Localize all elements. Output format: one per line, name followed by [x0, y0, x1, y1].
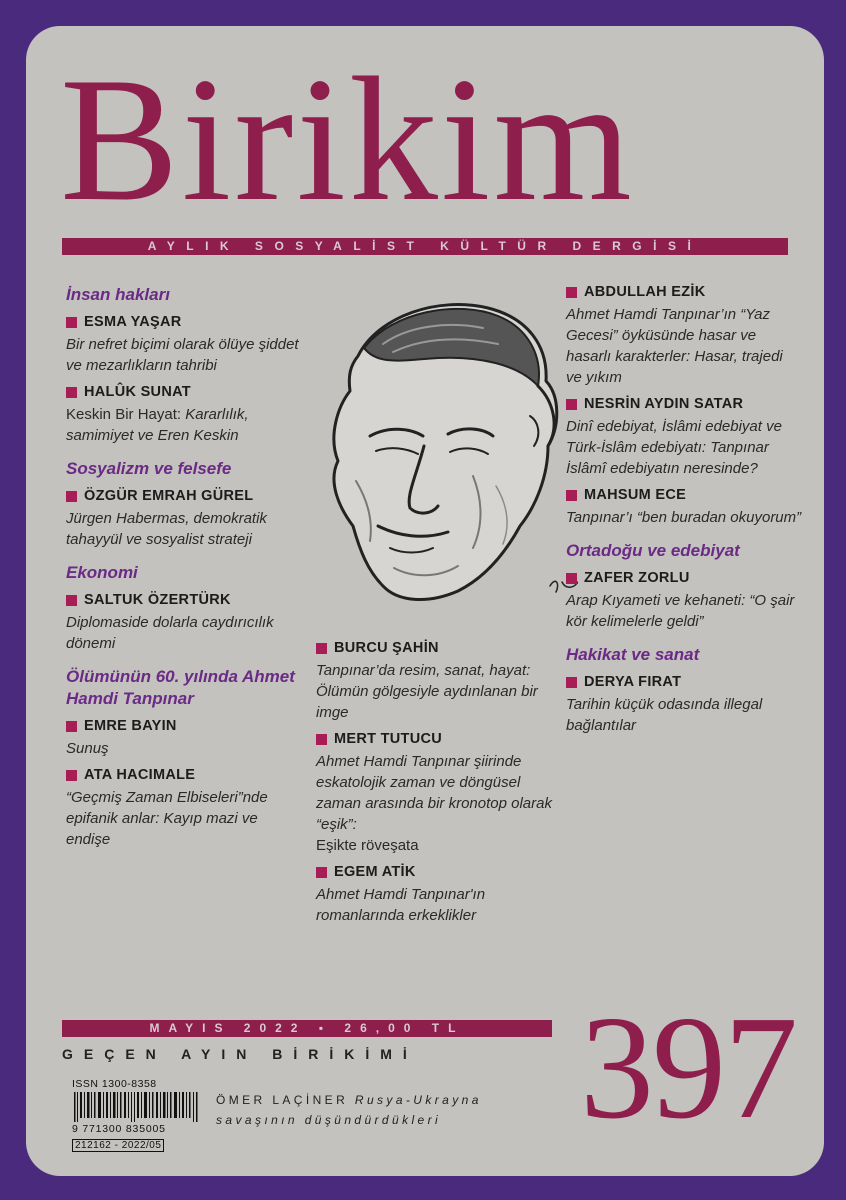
article-title: Diplomaside dolarla caydırıcılık dönemi: [66, 614, 274, 652]
bullet-square-icon: [566, 287, 577, 298]
article-title: “Geçmiş Zaman Elbiseleri”nde epifanik anlar: Kayıp mazi ve endişe: [66, 789, 268, 848]
article-title: Tanpınar’ı “ben buradan okuyorum”: [566, 509, 802, 526]
issn-label: ISSN 1300-8358: [72, 1078, 157, 1090]
article-author: ESMA YAŞAR: [66, 314, 306, 330]
article-author: ABDULLAH EZİK: [566, 284, 802, 300]
bullet-square-icon: [66, 317, 77, 328]
section-heading: Ortadoğu ve edebiyat: [566, 541, 740, 560]
article-author: NESRİN AYDIN SATAR: [566, 396, 802, 412]
bullet-square-icon: [66, 721, 77, 732]
bullet-square-icon: [66, 491, 77, 502]
masthead-logo: Birikim: [60, 40, 635, 238]
section-heading: Ölümünün 60. yılında Ahmet Hamdi Tanpınar: [66, 667, 295, 708]
portrait-caricature: [298, 286, 578, 606]
bullet-square-icon: [66, 595, 77, 606]
article-author: ATA HACIMALE: [66, 767, 306, 783]
bullet-square-icon: [566, 573, 577, 584]
article-author: MAHSUM ECE: [566, 487, 802, 503]
article-title: Tanpınar’da resim, sanat, hayat: Ölümün gölgesiyle aydınlanan bir imge: [316, 662, 538, 721]
article-title: Jürgen Habermas, demokratik tahayyül ve sosyalist strateji: [66, 510, 267, 548]
article-title: Ahmet Hamdi Tanpınar'ın romanlarında erkeklikler: [316, 886, 486, 924]
article-title: Arap Kıyameti ve kehaneti: “O şair kör kelimelerle geldi”: [566, 592, 795, 630]
article-title: Sunuş: [66, 740, 109, 757]
bullet-square-icon: [66, 770, 77, 781]
article-author: ÖZGÜR EMRAH GÜREL: [66, 488, 306, 504]
section-heading: Hakikat ve sanat: [566, 645, 700, 664]
middle-column: [316, 640, 556, 930]
left-column: [66, 284, 306, 854]
article-title: Tarihin küçük odasında illegal bağlantılar: [566, 696, 763, 734]
article-title: Ahmet Hamdi Tanpınar şiirinde eskatolojik zaman ve döngüsel zaman arasında bir kronotop olarak “eşik”: Eşikte röveşata: [316, 753, 552, 854]
article-title: Ahmet Hamdi Tanpınar’ın “Yaz Gecesi” öyküsünde hasar ve hasarlı karakterler: Hasar, trajedi ve yıkım: [566, 306, 783, 386]
article-title: Keskin Bir Hayat: Kararlılık, samimiyet ve Eren Keskin: [66, 406, 249, 444]
section-heading: Ekonomi: [66, 563, 138, 582]
right-column: [566, 284, 802, 740]
article-author: EGEM ATİK: [316, 864, 556, 880]
article-author: BURCU ŞAHİN: [316, 640, 556, 656]
article-title: Dinî edebiyat, İslâmi edebiyat ve Türk-İslâm edebiyatı: Tanpınar İslâmî edebiyatın neresinde?: [566, 418, 782, 477]
bullet-square-icon: [566, 399, 577, 410]
previous-month-label: GEÇEN AYIN BİRİKİMİ: [62, 1046, 418, 1062]
barcode-code: 212162 - 2022/05: [72, 1139, 164, 1152]
article-author: MERT TUTUCU: [316, 731, 556, 747]
bullet-square-icon: [66, 387, 77, 398]
barcode-number: 9 771300 835005: [72, 1123, 166, 1135]
issue-number: 397: [580, 986, 796, 1150]
article-author: ZAFER ZORLU: [566, 570, 802, 586]
section-heading: Sosyalizm ve felsefe: [66, 459, 232, 478]
barcode-block: [72, 1078, 208, 1153]
subtitle-banner: AYLIK SOSYALİST KÜLTÜR DERGİSİ: [62, 238, 788, 255]
article-author: SALTUK ÖZERTÜRK: [66, 592, 306, 608]
bullet-square-icon: [566, 677, 577, 688]
article-author: DERYA FIRAT: [566, 674, 802, 690]
article-author: EMRE BAYIN: [66, 718, 306, 734]
previous-article-author: ÖMER LAÇİNER: [216, 1093, 349, 1107]
bullet-square-icon: [316, 867, 327, 878]
bullet-square-icon: [566, 490, 577, 501]
section-heading: İnsan hakları: [66, 285, 170, 304]
article-author: HALÛK SUNAT: [66, 384, 306, 400]
bullet-square-icon: [316, 643, 327, 654]
previous-article-title: Rusya-Ukrayna savaşının düşündürdükleri: [216, 1093, 482, 1127]
magazine-cover: [26, 26, 824, 1176]
article-title: Bir nefret biçimi olarak ölüye şiddet ve mezarlıkların tahribi: [66, 336, 299, 374]
barcode-icon: [72, 1092, 202, 1122]
price-date-banner: MAYIS 2022 ▪ 26,00 TL: [62, 1020, 552, 1037]
bullet-square-icon: [316, 734, 327, 745]
previous-issue-article: [216, 1090, 560, 1130]
